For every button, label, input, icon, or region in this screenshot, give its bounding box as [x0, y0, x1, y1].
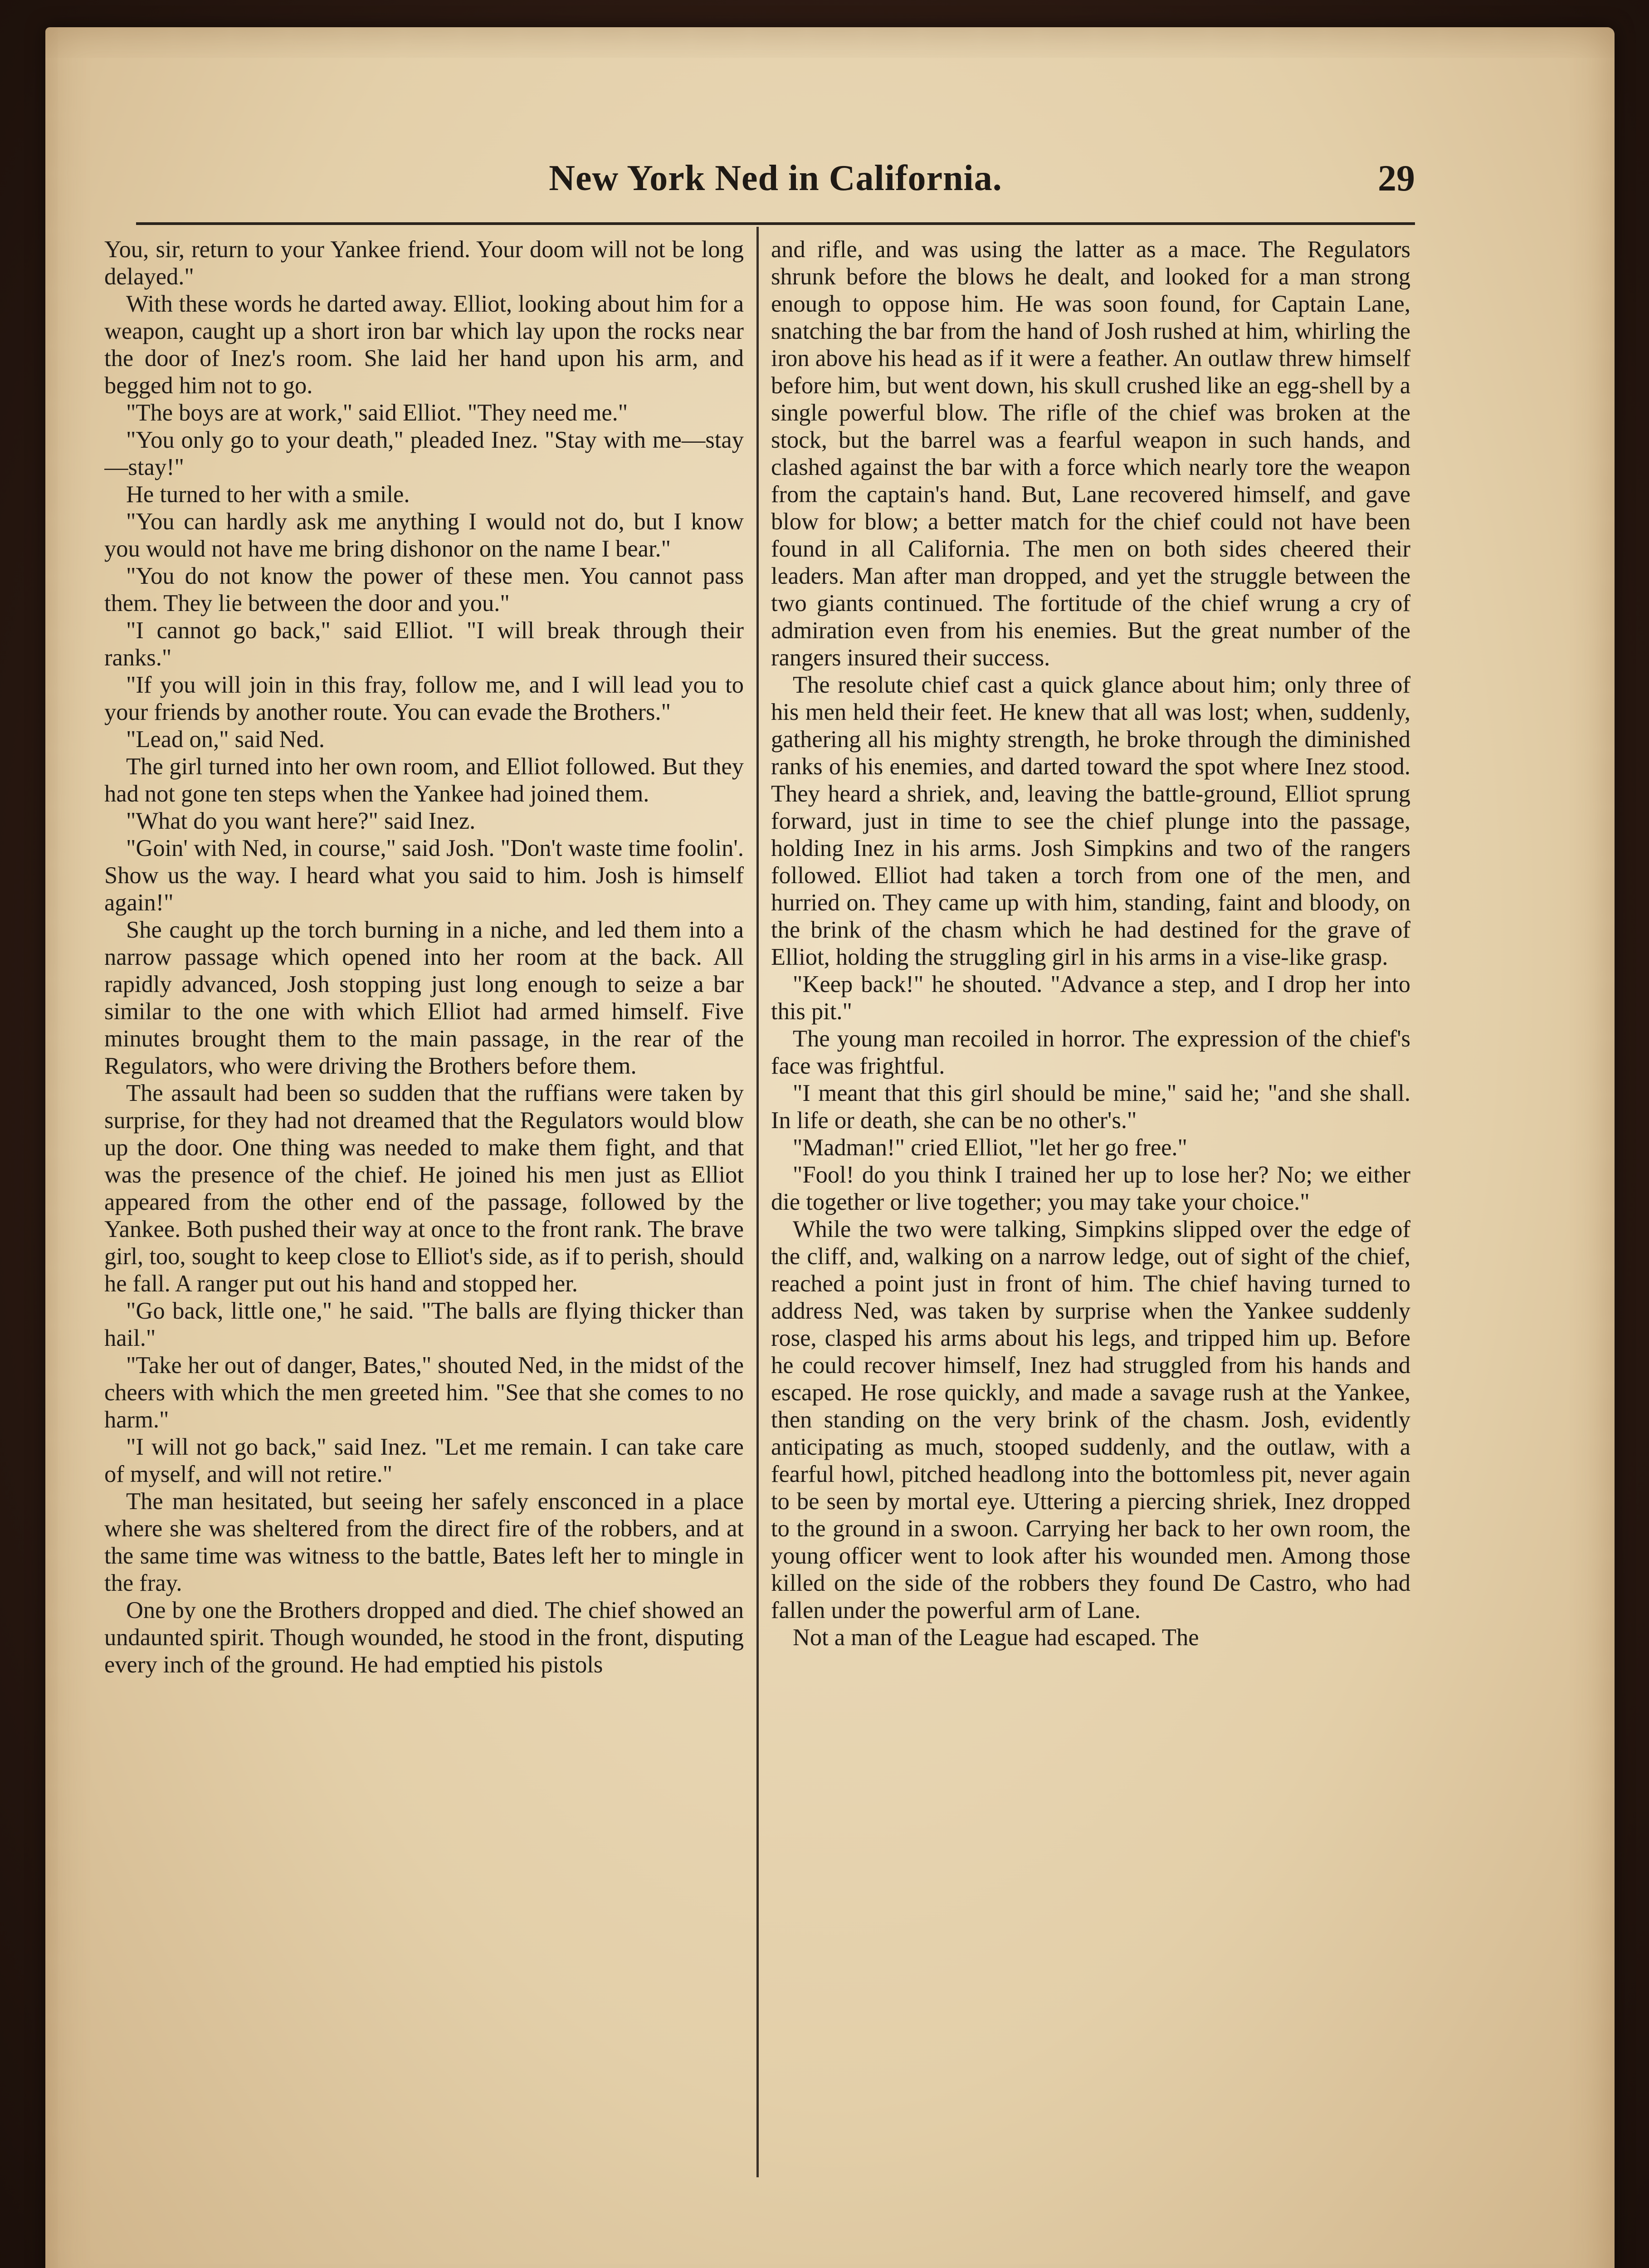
paragraph: "Go back, little one," he said. "The balls are flying thicker than hail.": [104, 1298, 744, 1351]
paragraph: "I meant that this girl should be mine," said he; "and she shall. In life or death, she can be no other's.": [771, 1080, 1410, 1134]
paragraph: "Lead on," said Ned.: [126, 726, 325, 753]
paragraph: "If you will join in this fray, follow me, and I will lead you to your friends by another route. You can evade the Brothers.": [104, 672, 744, 725]
paragraph: She caught up the torch burning in a niche, and led them into a narrow passage which opened into her room at the back. All rapidly advanced, Josh stopping just long enough to seize a bar similar to the one with which Elliot had armed himself. Five minutes brought them to the main passage, in the rear of the Regulators, who were driving the Brothers before them.: [104, 917, 744, 1079]
paragraph: With these words he darted away. Elliot, looking about him for a weapon, caught up a short iron bar which lay upon the rocks near the door of Inez's room. She laid her hand upon his arm, and begged him not to go.: [104, 291, 744, 399]
paragraph: "I will not go back," said Inez. "Let me remain. I can take care of myself, and will not retire.": [104, 1434, 744, 1487]
paragraph: "You only go to your death," pleaded Inez. "Stay with me—stay—stay!": [104, 427, 744, 480]
page-number: 29: [1378, 157, 1415, 199]
paragraph: The assault had been so sudden that the ruffians were taken by surprise, for they had not dreamed that the Regulators would blow up the door. One thing was needed to make them fight, and that was the presence of the chief. He joined his men just as Elliot appeared from the other end of the passage, followed by the Yankee. Both pushed their way at once to the front rank. The brave girl, too, sought to keep close to Elliot's side, as if to perish, should he fall. A ranger put out his hand and stopped her.: [104, 1080, 744, 1297]
left-column: [104, 236, 744, 2173]
paragraph: You, sir, return to your Yankee friend. Your doom will not be long delayed.": [104, 236, 744, 290]
paragraph: "You can hardly ask me anything I would not do, but I know you would not have me bring dishonor on the name I bear.": [104, 508, 744, 562]
paragraph: "Take her out of danger, Bates," shouted Ned, in the midst of the cheers with which the men greeted him. "See that she comes to no harm.": [104, 1352, 744, 1433]
paragraph: The girl turned into her own room, and Elliot followed. But they had not gone ten steps when the Yankee had joined them.: [104, 753, 744, 807]
paragraph: The man hesitated, but seeing her safely ensconced in a place where she was sheltered from the direct fire of the robbers, and at the same time was witness to the battle, Bates left her to mingle in the fray.: [104, 1488, 744, 1596]
paragraph: and rifle, and was using the latter as a mace. The Regulators shrunk before the blows he dealt, and looked for a man strong enough to oppose him. He was soon found, for Captain Lane, snatching the bar from the hand of Josh rushed at him, whirling the iron above his head as if it were a feather. An outlaw threw himself before him, but went down, his skull crushed like an egg-shell by a single powerful blow. The rifle of the chief was broken at the stock, but the barrel was a fearful weapon in such hands, and clashed against the bar with a force which nearly tore the weapon from the captain's hand. But, Lane recovered himself, and gave blow for blow; a better match for the chief could not have been found in all California. The men on both sides cheered their leaders. Man after man dropped, and yet the struggle between the two giants continued. The fortitude of the chief wrung a cry of admiration even from his enemies. But the great number of the rangers insured their success.: [771, 236, 1410, 671]
paragraph: One by one the Brothers dropped and died. The chief showed an undaunted spirit. Though wounded, he stood in the front, disputing every inch of the ground. He had emptied his pistols: [104, 1597, 744, 1678]
paragraph: "I cannot go back," said Elliot. "I will break through their ranks.": [104, 617, 744, 671]
page-header: [136, 150, 1415, 225]
paragraph: "Goin' with Ned, in course," said Josh. "Don't waste time foolin'. Show us the way. I heard what you said to him. Josh is himself again!": [104, 835, 744, 916]
paragraph: Not a man of the League had escaped. The: [793, 1624, 1199, 1651]
paragraph: The young man recoiled in horror. The expression of the chief's face was frightful.: [771, 1026, 1410, 1079]
paragraph: He turned to her with a smile.: [126, 481, 410, 508]
paragraph: "What do you want here?" said Inez.: [126, 808, 476, 834]
column-divider: [756, 227, 759, 2177]
paragraph: "Keep back!" he shouted. "Advance a step, and I drop her into this pit.": [771, 971, 1410, 1025]
running-title: New York Ned in California.: [549, 158, 1002, 198]
paragraph: "The boys are at work," said Elliot. "They need me.": [126, 400, 628, 426]
right-column: [771, 236, 1410, 2173]
paragraph: "Fool! do you think I trained her up to lose her? No; we either die together or live together; you may take your choice.": [771, 1162, 1410, 1215]
paragraph: While the two were talking, Simpkins slipped over the edge of the cliff, and, walking on a narrow ledge, out of sight of the chief, reached a point just in front of him. The chief having turned to address Ned, was taken by surprise when the Yankee suddenly rose, clasped his arms about his legs, and tripped him up. Before he could recover himself, Inez had struggled from his hands and escaped. He rose quickly, and made a savage rush at the Yankee, then standing on the very brink of the chasm. Josh, evidently anticipating as much, stooped suddenly, and the outlaw, with a fearful howl, pitched headlong into the bottomless pit, never again to be seen by mortal eye. Uttering a piercing shriek, Inez dropped to the ground in a swoon. Carrying her back to her own room, the young officer went to look after his wounded men. Among those killed on the side of the robbers they found De Castro, who had fallen under the powerful arm of Lane.: [771, 1216, 1410, 1623]
paragraph: "You do not know the power of these men. You cannot pass them. They lie between the door and you.": [104, 563, 744, 616]
paragraph: The resolute chief cast a quick glance about him; only three of his men held their feet. He knew that all was lost; when, suddenly, gathering all his mighty strength, he broke through the diminished ranks of his enemies, and darted toward the spot where Inez stood. They heard a shriek, and, leaving the battle-ground, Elliot sprung forward, just in time to see the chief plunge into the passage, holding Inez in his arms. Josh Simpkins and two of the rangers followed. Elliot had taken a torch from one of the men, and hurried on. They came up with him, standing, faint and bloody, on the brink of the chasm which he had destined for the grave of Elliot, holding the struggling girl in his arms in a vise-like grasp.: [771, 672, 1410, 970]
paragraph: "Madman!" cried Elliot, "let her go free.": [793, 1134, 1187, 1161]
